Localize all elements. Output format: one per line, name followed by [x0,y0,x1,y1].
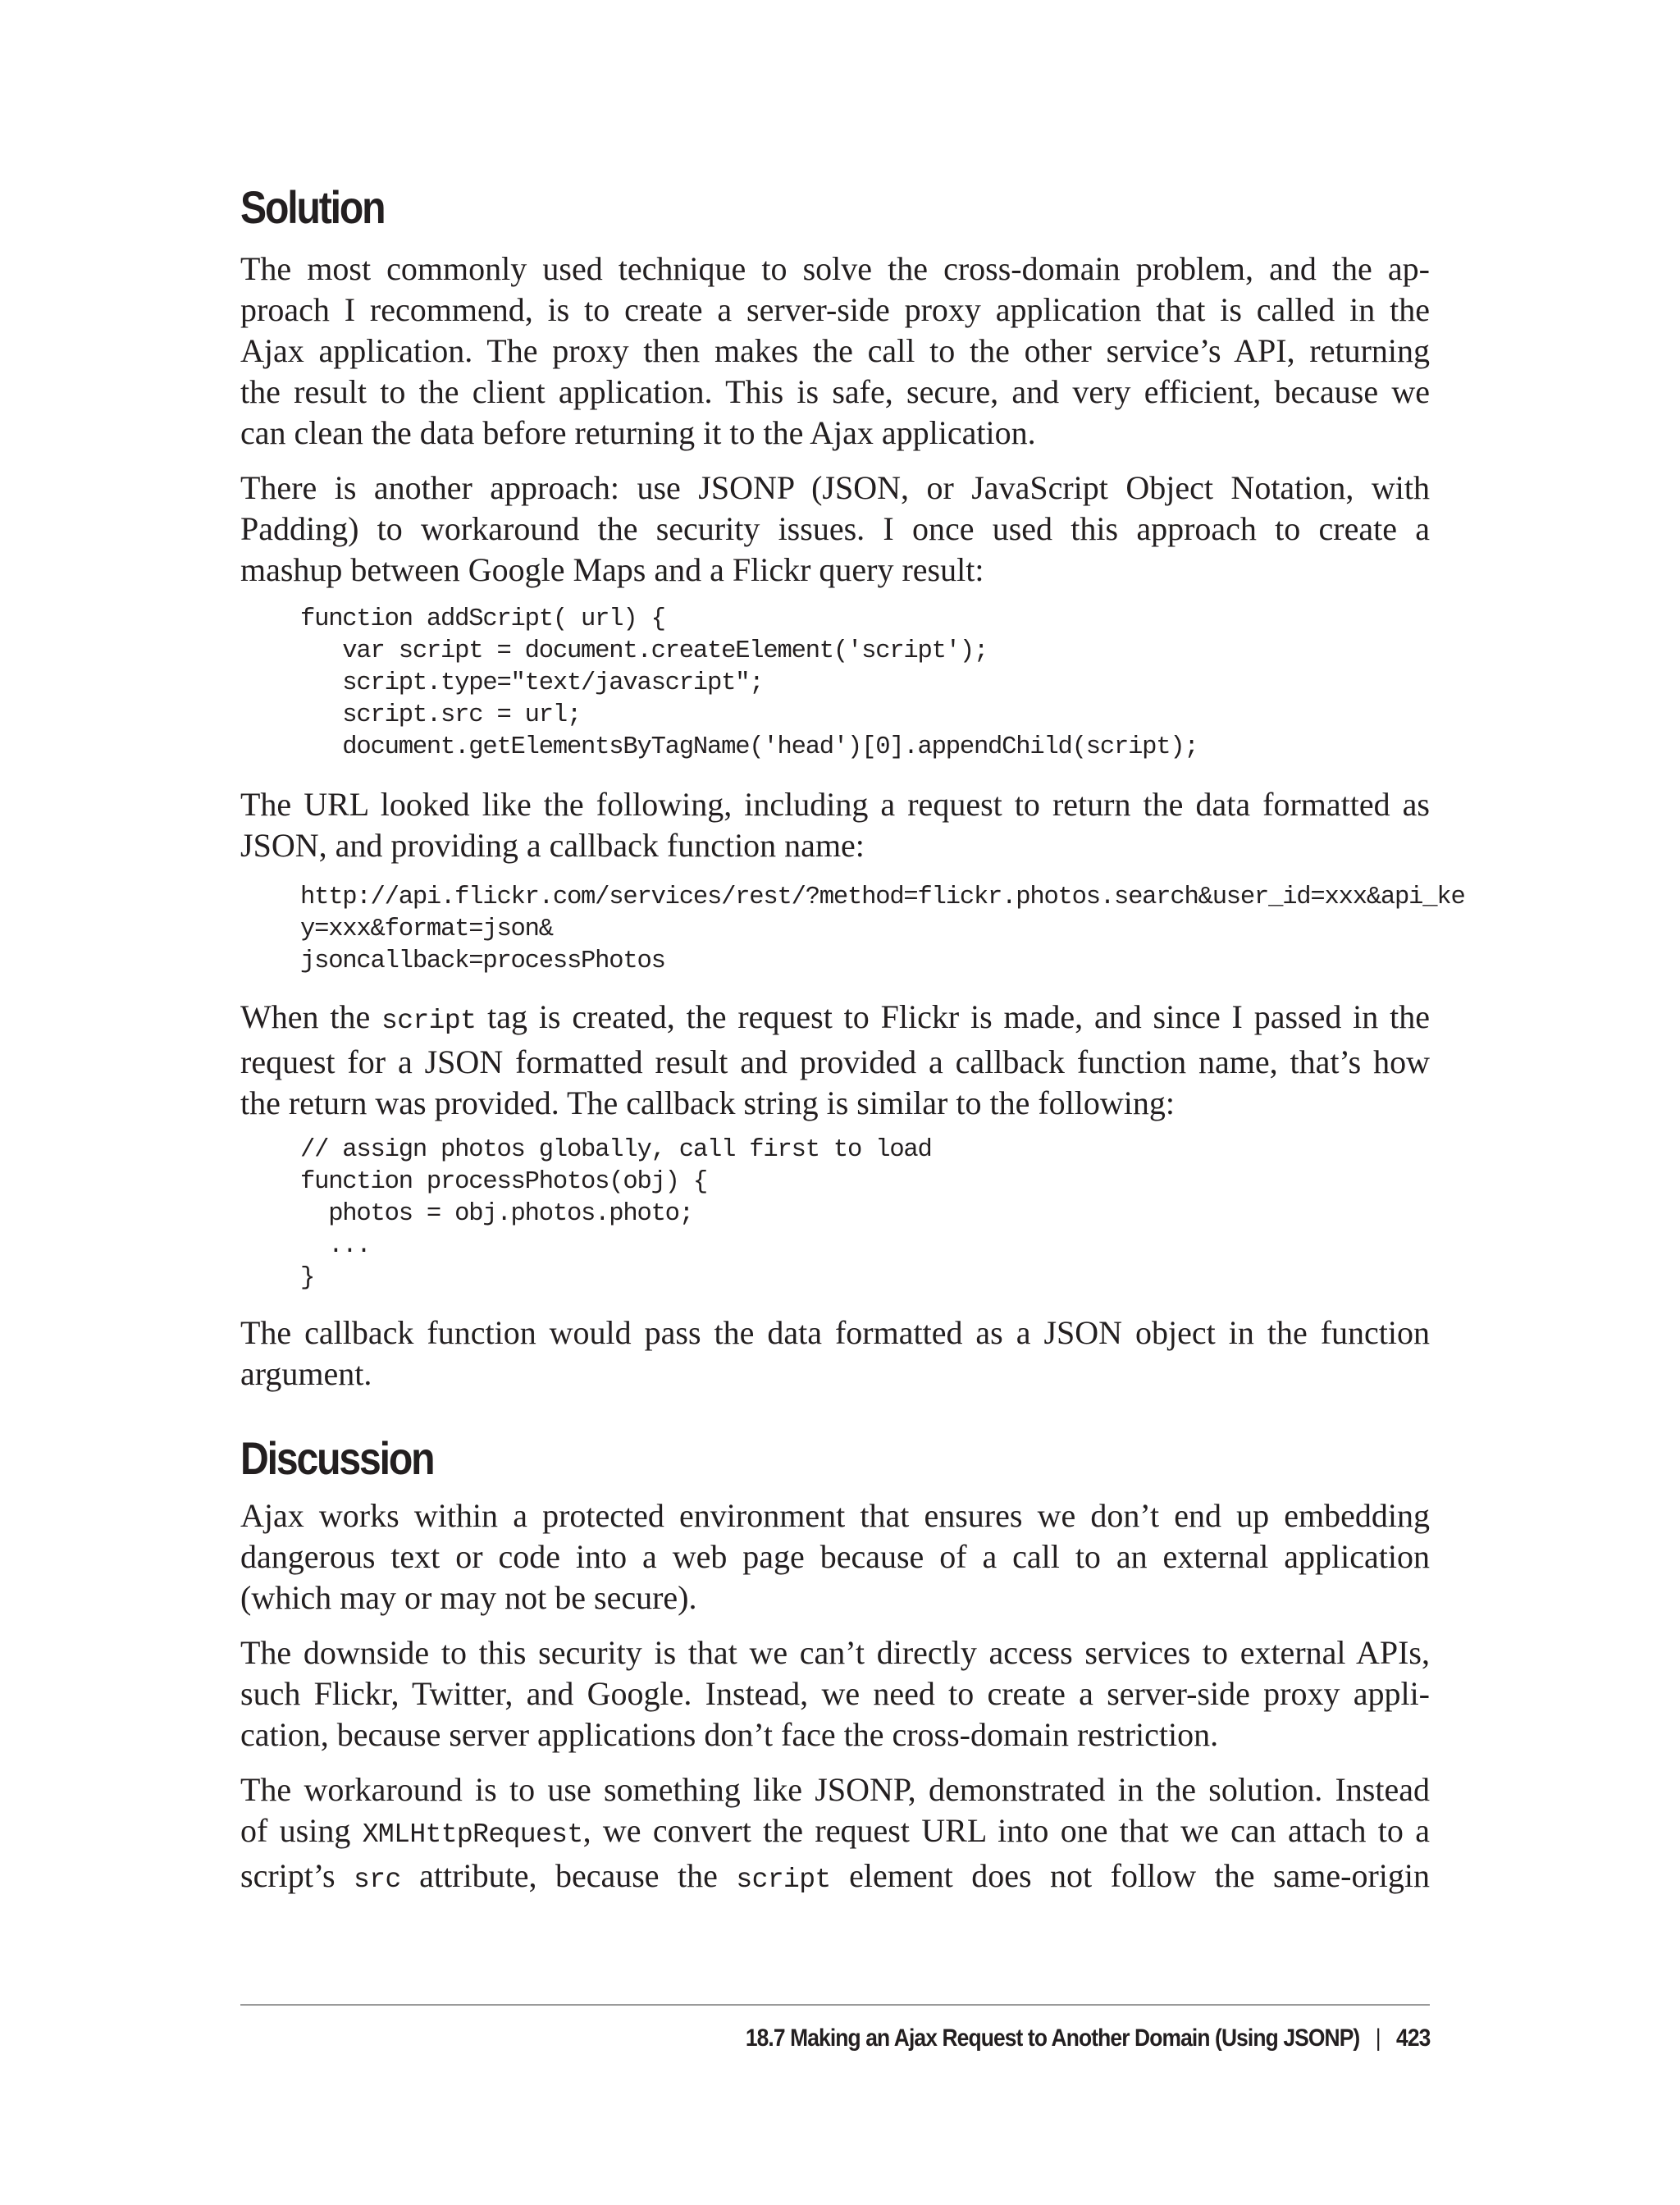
text-line: argument. [240,1355,372,1392]
book-page [240,0,1465,2205]
text-line: JSON, and providing a callback function name: [240,827,865,864]
code-block-add-script: function addScript( url) { var script = document.createElement('script'); script.type="text/javascript"; script.src = url; document.getElementsByTagName('head')[0].appendChild(script); [300,605,1198,761]
text-line: (which may or may not be secure). [240,1579,697,1616]
footer-section-title: 18.7 Making an Ajax Request to Another Domain (Using JSONP) [745,2025,1359,2052]
text-line: mashup between Google Maps and a Flickr query result: [240,551,984,588]
text-line: There is another approach: use JSONP (JSON, or JavaScript Object Notation, with [240,469,1430,506]
inline-code-xmlhttprequest: XMLHttpRequest [362,1819,583,1850]
text-line: When the script tag is created, the request to Flickr is made, and since I passed in the [240,998,1431,1036]
text-line: The downside to this security is that we can’t directly access services to external APIs, [240,1634,1430,1671]
text-line: can clean the data before returning it to the Ajax application. [240,414,1036,451]
footer-separator: | [1375,2025,1381,2052]
text-line: the return was provided. The callback string is similar to the following: [240,1084,1176,1121]
text-line: The URL looked like the following, including a request to return the data formatted as [240,786,1430,823]
text-line: request for a JSON formatted result and provided a callback function name, that’s how [240,1043,1430,1080]
text-line: the result to the client application. This is safe, secure, and very efficient, because we [240,373,1430,410]
footer-divider [240,2004,1430,2006]
heading-discussion: Discussion [240,1432,434,1484]
paragraph-protected-environment [240,1495,1430,1618]
paragraph-workaround [240,1769,1430,1901]
text-line: The workaround is to use something like JSONP, demonstrated in the solution. Instead [240,1771,1430,1808]
inline-code-src: src [354,1865,401,1895]
text-line: cation, because server applications don’t face the cross-domain restriction. [240,1716,1219,1753]
paragraph-callback-result [240,1312,1430,1395]
inline-code-script: script [381,1006,477,1036]
heading-solution: Solution [240,181,385,233]
running-footer [745,2025,1430,2052]
text-line: The most commonly used technique to solve the cross-domain problem, and the ap- [240,250,1430,287]
paragraph-proxy-approach [240,249,1430,454]
inline-code-script: script [736,1865,831,1895]
code-block-url: http://api.flickr.com/services/rest/?method=flickr.photos.search&user_id=xxx&api_ke y=xxx&format=json& jsoncallback=processPhotos [300,883,1465,975]
text-line: such Flickr, Twitter, and Google. Instead, we need to create a server-side proxy appli- [240,1675,1430,1712]
text-line: Padding) to workaround the security issues. I once used this approach to create a [240,510,1430,547]
text-line: dangerous text or code into a web page because of a call to an external application [240,1538,1430,1575]
text-line: of using XMLHttpRequest, we convert the request URL into one that we can attach to a [240,1812,1431,1850]
text-line: proach I recommend, is to create a server-side proxy application that is called in the [240,291,1430,328]
text-line: The callback function would pass the data formatted as a JSON object in the function [240,1314,1430,1351]
paragraph-security-downside [240,1632,1430,1755]
paragraph-script-tag [240,997,1430,1124]
paragraph-url-intro [240,784,1430,866]
text-line: script’s src attribute, because the script element does not follow the same-origin [240,1857,1431,1895]
text-line: Ajax works within a protected environment that ensures we don’t end up embedding [240,1497,1430,1534]
page-number: 423 [1395,2025,1430,2052]
paragraph-jsonp-approach [240,468,1430,591]
code-block-callback: // assign photos globally, call first to load function processPhotos(obj) { photos = obj.photos.photo; ... } [300,1136,932,1292]
text-line: Ajax application. The proxy then makes the call to the other service’s API, returning [240,332,1430,369]
